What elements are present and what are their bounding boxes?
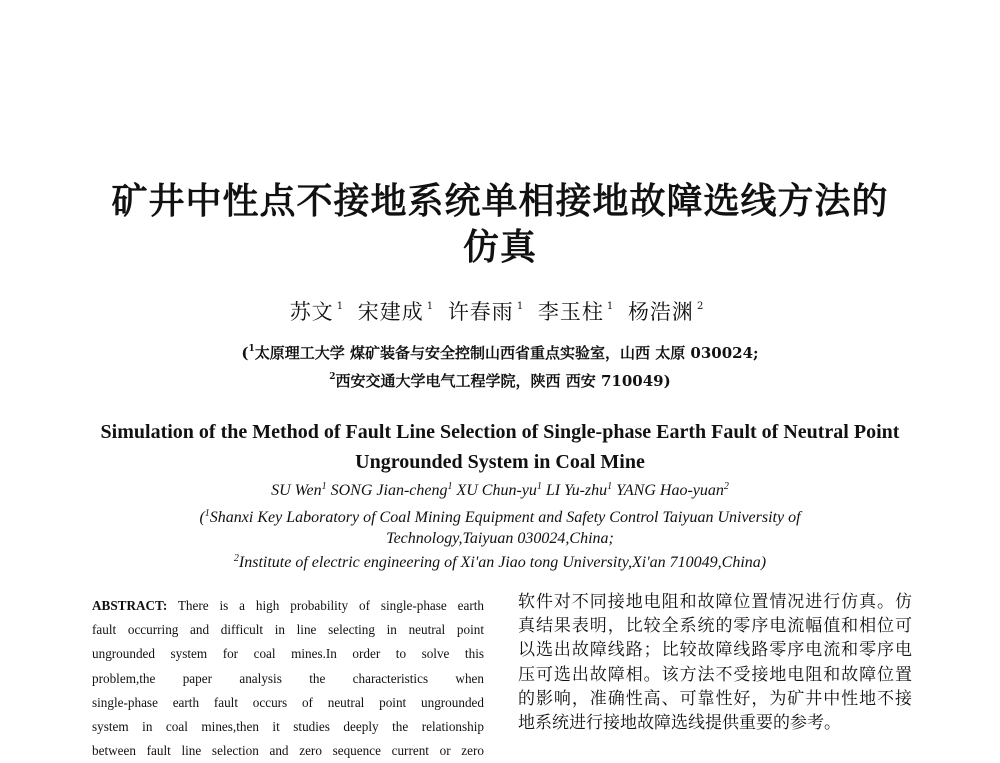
english-author-list <box>0 481 1000 500</box>
chinese-abstract-continuation <box>518 590 912 735</box>
author-affiliation-mark: 1 <box>447 481 453 492</box>
english-affiliation-line-2: Technology,Taiyuan 030024,China; <box>386 530 614 547</box>
author-name: XU Chun-yu <box>456 482 537 499</box>
author-affiliation-mark: 2 <box>723 481 729 492</box>
affiliation-mark: 2 <box>329 372 336 382</box>
abstract-line-text: There is a high probability of single-phase earth <box>177 598 484 613</box>
abstract-line: fault occurring and difficult in line selecting in neutral point <box>92 622 484 638</box>
author-affiliation-mark: 1 <box>516 301 525 312</box>
abstract-line: system in coal mines,then it studies deeply the relationship <box>92 718 484 734</box>
abstract-zh-line: 以选出故障线路；比较故障线路零序电流和零序电 <box>518 640 912 661</box>
author-affiliation-mark: 2 <box>696 301 705 312</box>
author-affiliation-mark: 1 <box>321 481 327 492</box>
author-name: 宋建成 <box>357 300 424 324</box>
chinese-author-list <box>0 296 1000 326</box>
english-affiliation-line-1 <box>0 508 1000 527</box>
abstract-line: problem,the paper analysis the characteristics when <box>92 670 484 686</box>
author-name: 许春雨 <box>447 300 514 324</box>
author-name: LI Yu-zhu <box>545 482 608 499</box>
author-affiliation-mark: 1 <box>606 301 615 312</box>
english-title-line-2: Ungrounded System in Coal Mine <box>355 451 645 473</box>
abstract-zh-line: 软件对不同接地电阻和故障位置情况进行仿真。仿 <box>518 592 912 612</box>
english-title-line-1: Simulation of the Method of Fault Line Selection of Single-phase Earth Fault of Neutral Point <box>100 421 900 443</box>
author-affiliation-mark: 1 <box>607 481 613 492</box>
affiliation-text: Shanxi Key Laboratory of Coal Mining Equipment and Safety Control Taiyuan University of <box>209 509 801 526</box>
author-affiliation-mark: 1 <box>336 301 345 312</box>
author-name: 李玉柱 <box>537 300 604 324</box>
abstract-zh-line: 压可选出故障相。该方法不受接地电阻和故障位置 <box>518 664 912 685</box>
author-name: 苏文 <box>289 300 334 324</box>
affiliation-mark: 1 <box>204 508 210 519</box>
english-abstract <box>92 594 484 763</box>
affiliation-text: 西安交通大学电气工程学院，陕西 西安 710049) <box>335 372 671 390</box>
abstract-zh-line: 真结果表明，比较全系统的零序电流幅值和相位可 <box>518 616 912 637</box>
author-name: SU Wen <box>271 482 322 499</box>
affiliation-open-paren: ( <box>241 344 249 362</box>
affiliation-text: 太原理工大学 煤矿装备与安全控制山西省重点实验室，山西 太原 030024; <box>254 344 759 362</box>
abstract-zh-line: 的影响，准确性高、可靠性好，为矿井中性地不接 <box>518 688 912 709</box>
chinese-title-line-1: 矿井中性点不接地系统单相接地故障选线方法的 <box>111 181 889 222</box>
affiliation-open-paren: ( <box>199 509 205 526</box>
affiliation-mark: 1 <box>248 344 255 354</box>
author-name: SONG Jian-cheng <box>330 482 448 499</box>
abstract-zh-line: 地系统进行接地故障选线提供重要的参考。 <box>518 712 841 733</box>
abstract-line: between fault line selection and zero sequence current or zero <box>92 743 484 759</box>
abstract-label: ABSTRACT: <box>92 598 168 613</box>
author-affiliation-mark: 1 <box>536 481 542 492</box>
affiliation-text: Institute of electric engineering of Xi'an Jiao tong University,Xi'an 710049,China) <box>238 554 767 571</box>
author-affiliation-mark: 1 <box>426 301 435 312</box>
chinese-affiliation-line-2 <box>0 370 1000 391</box>
chinese-title-line-2: 仿真 <box>462 227 537 268</box>
affiliation-mark: 2 <box>233 553 239 564</box>
english-affiliation-line-3 <box>0 553 1000 572</box>
abstract-line <box>92 594 484 618</box>
abstract-line: ungrounded system for coal mines.In order to solve this <box>92 646 484 662</box>
abstract-line: single-phase earth fault occurs of neutral point ungrounded <box>92 694 484 710</box>
author-name: YANG Hao-yuan <box>616 482 724 499</box>
chinese-affiliation-line-1 <box>0 342 1000 363</box>
author-name: 杨浩渊 <box>627 300 694 324</box>
